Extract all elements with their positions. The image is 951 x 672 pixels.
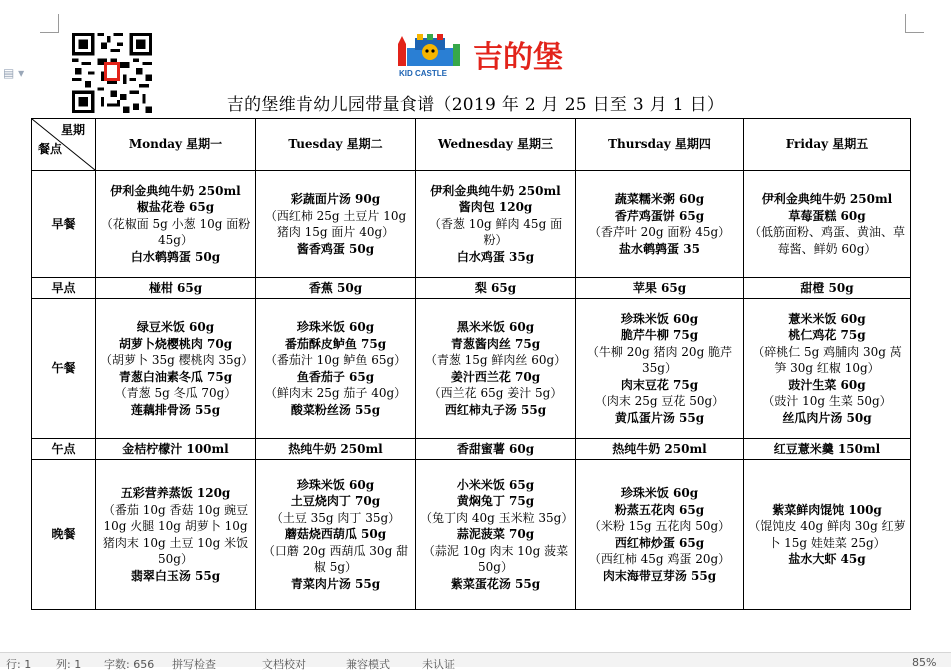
doc-proof-button[interactable]: 文档校对 xyxy=(262,658,306,671)
menu-cell xyxy=(96,439,256,460)
corner-label-meal: 餐点 xyxy=(38,142,63,156)
dish-name: 热纯牛奶 250ml xyxy=(288,441,383,456)
dish-ingredients: （碎桃仁 5g 鸡脯肉 30g 莴笋 30g 红椒 10g） xyxy=(752,344,902,376)
dish-name: 肉末海带豆芽汤 55g xyxy=(602,568,717,583)
spell-check-button[interactable]: 拼写检查 xyxy=(172,658,216,671)
document-side-icon[interactable]: ▤ ▾ xyxy=(3,66,25,80)
dish-name: 青葱酱肉丝 75g xyxy=(450,336,541,351)
dish-name: 红豆薏米羹 150ml xyxy=(773,441,881,456)
menu-cell xyxy=(416,171,576,278)
corner-label-weekday: 星期 xyxy=(60,123,85,137)
dish-ingredients: （肉末 25g 豆花 50g） xyxy=(594,394,725,409)
day-header-1: Tuesday 星期二 xyxy=(256,119,416,171)
dish-name: 胡萝卜烧樱桃肉 70g xyxy=(118,336,233,351)
menu-cell xyxy=(576,439,744,460)
menu-table xyxy=(31,118,911,610)
dish-ingredients: （土豆 35g 肉丁 35g） xyxy=(270,510,401,525)
dish-name: 粉蒸五花肉 65g xyxy=(614,502,705,517)
zoom-level[interactable]: 85% xyxy=(912,656,937,669)
status-line: 行: 1 xyxy=(6,658,32,671)
dish-name: 热纯牛奶 250ml xyxy=(612,441,707,456)
menu-cell xyxy=(416,299,576,439)
dish-name: 莲藕排骨汤 55g xyxy=(130,402,221,417)
dish-ingredients: （青葱 5g 冬瓜 70g） xyxy=(114,386,237,400)
menu-cell xyxy=(256,460,416,610)
dish-name: 珍珠米饭 60g xyxy=(620,311,699,326)
dish-ingredients: （豉汁 10g 生菜 50g） xyxy=(762,394,892,409)
status-col: 列: 1 xyxy=(56,658,82,671)
menu-cell xyxy=(416,460,576,610)
menu-cell xyxy=(256,278,416,299)
dish-ingredients: （鲜肉末 25g 茄子 40g） xyxy=(264,386,407,400)
dish-name: 蔬菜糯米粥 60g xyxy=(614,192,705,206)
dish-ingredients: （番茄汁 10g 鲈鱼 65g） xyxy=(264,353,407,367)
menu-cell xyxy=(416,439,576,460)
dish-ingredients: （西红柿 45g 鸡蛋 20g） xyxy=(588,552,731,566)
dish-name: 紫菜蛋花汤 55g xyxy=(450,576,541,591)
dish-name: 苹果 65g xyxy=(632,280,687,295)
menu-cell xyxy=(744,460,911,610)
dish-ingredients: （西兰花 65g 姜汁 5g） xyxy=(428,386,563,400)
compat-mode-label: 兼容模式 xyxy=(346,658,390,671)
kid-castle-logo xyxy=(395,30,575,80)
status-bar xyxy=(0,652,951,671)
dish-name: 丝瓜肉片汤 50g xyxy=(782,410,872,425)
menu-cell xyxy=(96,460,256,610)
dish-name: 青葱白油素冬瓜 75g xyxy=(118,369,233,384)
menu-cell xyxy=(96,299,256,439)
menu-cell xyxy=(576,299,744,439)
menu-cell xyxy=(96,278,256,299)
menu-cell xyxy=(744,278,911,299)
dish-name: 甜橙 50g xyxy=(800,280,854,295)
dish-name: 盐水鹌鹑蛋 35 xyxy=(619,241,700,256)
dish-ingredients: （香葱 10g 鲜肉 45g 面粉） xyxy=(428,216,563,248)
dish-name: 黄焖兔丁 75g xyxy=(456,494,535,509)
meal-row xyxy=(32,171,911,278)
corner-mark-top-left xyxy=(40,14,59,33)
dish-ingredients: （低筋面粉、鸡蛋、黄油、草莓酱、鲜奶 60g） xyxy=(748,225,905,256)
dish-name: 白水鹌鹑蛋 50g xyxy=(130,249,221,264)
day-header-3: Thursday 星期四 xyxy=(576,119,744,171)
dish-name: 蒜泥菠菜 70g xyxy=(456,527,535,542)
page-title: 吉的堡维肯幼儿园带量食谱（2019 年 2 月 25 日至 3 月 1 日） xyxy=(226,95,725,115)
dish-ingredients: （青葱 15g 鲜肉丝 60g） xyxy=(424,353,567,367)
dish-name: 酱肉包 120g xyxy=(458,200,533,215)
dish-name: 土豆烧肉丁 70g xyxy=(290,494,381,509)
corner-mark-top-right xyxy=(905,14,924,33)
dish-ingredients: （米粉 15g 五花肉 50g） xyxy=(588,519,731,533)
dish-ingredients: （馄饨皮 40g 鲜肉 30g 红萝卜 15g 娃娃菜 25g） xyxy=(748,519,906,550)
menu-cell xyxy=(256,299,416,439)
dish-name: 珍珠米饭 60g xyxy=(620,486,699,500)
dish-ingredients: （蒜泥 10g 肉末 10g 菠菜 50g） xyxy=(422,543,569,575)
dish-name: 翡翠白玉汤 55g xyxy=(130,568,221,583)
meal-row xyxy=(32,299,911,439)
dish-name: 彩蔬面片汤 90g xyxy=(290,192,381,206)
menu-cell xyxy=(256,171,416,278)
dish-name: 珍珠米饭 60g xyxy=(296,320,375,334)
header-row xyxy=(32,119,911,171)
logo-text-en: KID CASTLE xyxy=(399,69,447,78)
dish-name: 鱼香茄子 65g xyxy=(296,369,375,384)
dish-name: 姜汁西兰花 70g xyxy=(450,369,541,384)
dish-name: 肉末豆花 75g xyxy=(620,377,699,392)
meal-label: 晚餐 xyxy=(32,460,96,610)
dish-name: 酱香鸡蛋 50g xyxy=(296,241,375,256)
dish-ingredients: （牛柳 20g 猪肉 20g 脆芹 35g） xyxy=(586,344,733,376)
menu-cell xyxy=(576,278,744,299)
dish-name: 蘑菇烧西葫瓜 50g xyxy=(284,527,387,542)
dish-name: 椒盐花卷 65g xyxy=(136,200,215,215)
dish-name: 桃仁鸡花 75g xyxy=(788,328,866,343)
dish-name: 小米米饭 65g xyxy=(456,477,535,492)
dish-name: 椪柑 65g xyxy=(148,280,203,295)
meal-label: 早点 xyxy=(32,278,96,299)
menu-cell xyxy=(576,171,744,278)
status-words: 字数: 656 xyxy=(104,658,155,671)
dish-ingredients: （胡萝卜 35g 樱桃肉 35g） xyxy=(100,353,254,367)
dish-ingredients: （西红柿 25g 土豆片 10g 猪肉 15g 面片 40g） xyxy=(264,208,407,239)
dish-name: 梨 65g xyxy=(474,280,517,295)
day-header-4: Friday 星期五 xyxy=(744,119,911,171)
dish-name: 酸菜粉丝汤 55g xyxy=(290,402,381,417)
dish-name: 脆芹牛柳 75g xyxy=(620,328,699,343)
dish-ingredients: （香芹叶 20g 面粉 45g） xyxy=(588,225,731,239)
dish-name: 草莓蛋糕 60g xyxy=(788,208,866,223)
menu-cell xyxy=(96,171,256,278)
dish-ingredients: （口蘑 20g 西葫瓜 30g 甜椒 5g） xyxy=(262,543,409,575)
dish-ingredients: （花椒面 5g 小葱 10g 面粉 45g） xyxy=(100,216,251,248)
dish-name: 盐水大虾 45g xyxy=(788,552,866,566)
dish-name: 五彩营养蒸饭 120g xyxy=(120,486,231,500)
dish-name: 黄瓜蛋片汤 55g xyxy=(614,410,705,425)
dish-name: 香芹鸡蛋饼 65g xyxy=(614,208,705,223)
dish-name: 伊利金典纯牛奶 250ml xyxy=(430,183,561,198)
menu-cell xyxy=(744,171,911,278)
dish-name: 西红柿炒蛋 65g xyxy=(614,535,705,550)
dish-name: 珍珠米饭 60g xyxy=(296,477,375,492)
dish-name: 番茄酥皮鲈鱼 75g xyxy=(284,336,387,351)
meal-row xyxy=(32,439,911,460)
dish-ingredients: （兔丁肉 40g 玉米粒 35g） xyxy=(420,510,574,525)
day-header-0: Monday 星期一 xyxy=(96,119,256,171)
dish-name: 金桔柠檬汁 100ml xyxy=(122,441,229,456)
dish-name: 香蕉 50g xyxy=(308,280,363,295)
corner-header-cell xyxy=(32,119,96,171)
dish-name: 薏米米饭 60g xyxy=(788,311,866,326)
meal-label: 午餐 xyxy=(32,299,96,439)
menu-cell xyxy=(576,460,744,610)
dish-name: 紫菜鲜肉馄饨 100g xyxy=(772,502,882,517)
logo-text-cn: 吉的堡 xyxy=(473,40,563,75)
menu-cell xyxy=(256,439,416,460)
dish-name: 豉汁生菜 60g xyxy=(788,377,866,392)
meal-label: 早餐 xyxy=(32,171,96,278)
menu-cell xyxy=(416,278,576,299)
dish-ingredients: （番茄 10g 香菇 10g 豌豆 10g 火腿 10g 胡萝卜 10g 猪肉末 10g 土豆 10g 米饭 50g） xyxy=(102,502,249,566)
dish-name: 伊利金典纯牛奶 250ml xyxy=(110,183,241,198)
dish-name: 白水鸡蛋 35g xyxy=(456,249,535,264)
dish-name: 黑米米饭 60g xyxy=(456,320,535,334)
dish-name: 伊利金典纯牛奶 250ml xyxy=(761,192,893,206)
menu-cell xyxy=(744,299,911,439)
dish-name: 香甜蜜薯 60g xyxy=(456,441,535,456)
dish-name: 西红柿丸子汤 55g xyxy=(444,402,547,417)
menu-cell xyxy=(744,439,911,460)
certification-status[interactable]: 未认证 xyxy=(422,658,455,671)
meal-row xyxy=(32,460,911,610)
meal-row xyxy=(32,278,911,299)
dish-name: 青菜肉片汤 55g xyxy=(290,576,381,591)
meal-label: 午点 xyxy=(32,439,96,460)
dish-name: 绿豆米饭 60g xyxy=(136,320,215,334)
day-header-2: Wednesday 星期三 xyxy=(416,119,576,171)
